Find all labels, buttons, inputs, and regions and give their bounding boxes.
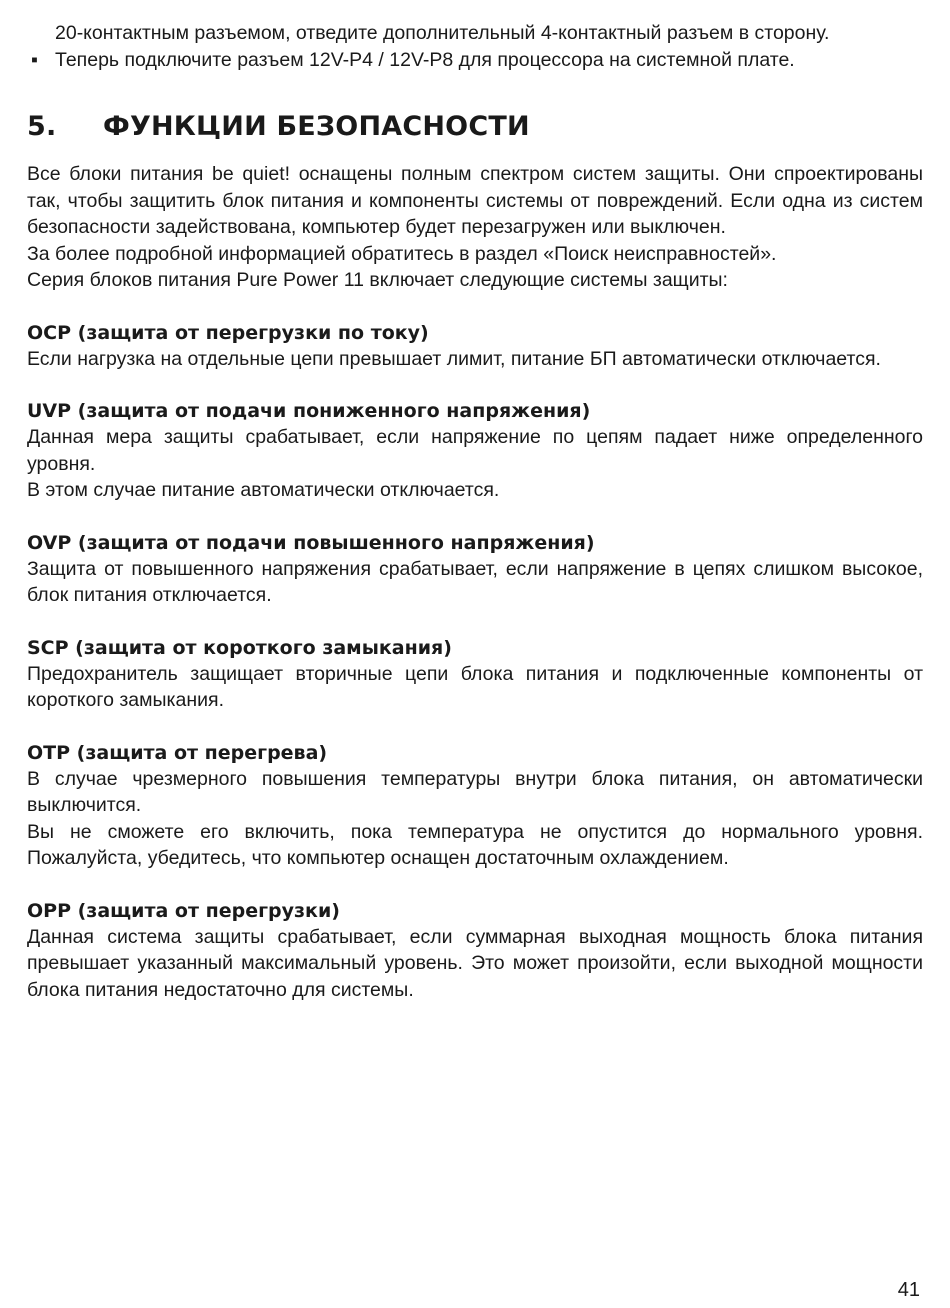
protection-heading: UVP (защита от подачи пониженного напряжения)	[27, 400, 591, 422]
protection-heading: OVP (защита от подачи повышенного напряжения)	[27, 531, 595, 554]
manual-page	[27, 20, 923, 1003]
section-intro	[27, 161, 923, 294]
protection-text: В этом случае питание автоматически отключается.	[27, 479, 500, 501]
page-number: 41	[897, 1279, 920, 1301]
protection-text: Данная система защиты срабатывает, если суммарная выходная мощность блока питания превышает указанный максимальный уровень. Это может произойти, если выходной мощности блока питания недостаточно для системы.	[27, 925, 923, 1001]
intro-paragraph: Все блоки питания be quiet! оснащены полным спектром систем защиты. Они спроектированы так, чтобы защитить блок питания и компоненты системы от повреждений. Если одна из систем безопасности задействована, компьютер будет перезагружен или выключен.	[27, 163, 923, 238]
intro-paragraph: За более подробной информацией обратитесь в раздел «Поиск неисправностей».	[27, 242, 777, 265]
protection-text: Вы не сможете его включить, пока температура не опустится до нормального уровня. Пожалуйста, убедитесь, что компьютер оснащен достаточным охлаждением.	[27, 820, 923, 869]
bullet-list-item	[27, 47, 923, 74]
protection-block-uvp	[27, 398, 923, 504]
protection-heading: SCP (защита от короткого замыкания)	[27, 636, 452, 659]
section-number: 5.	[27, 111, 57, 142]
protection-heading: OCP (защита от перегрузки по току)	[27, 321, 429, 344]
bullet-icon: ▪	[31, 48, 38, 71]
intro-paragraph: Серия блоков питания Pure Power 11 включает следующие системы защиты:	[27, 269, 728, 291]
protection-text: Защита от повышенного напряжения срабатывает, если напряжение в цепях слишком высокое, блок питания отключается.	[27, 557, 923, 606]
protection-block-ovp	[27, 530, 923, 609]
continuation-text: 20-контактным разъемом, отведите дополнительный 4-контактный разъем в сторону.	[55, 22, 830, 44]
protection-heading: OPP (защита от перегрузки)	[27, 899, 340, 922]
protection-text: Предохранитель защищает вторичные цепи блока питания и подключенные компоненты от короткого замыкания.	[27, 662, 923, 711]
protection-text: Если нагрузка на отдельные цепи превышает лимит, питание БП автоматически отключается.	[27, 347, 881, 370]
protection-block-scp	[27, 635, 923, 714]
protection-text: Данная мера защиты срабатывает, если напряжение по цепям падает ниже определенного уровня.	[27, 426, 923, 475]
protection-heading: OTP (защита от перегрева)	[27, 741, 328, 764]
protection-block-otp	[27, 740, 923, 872]
bullet-text: Теперь подключите разъем 12V-P4 / 12V-P8 для процессора на системной плате.	[55, 48, 795, 71]
section-title: ФУНКЦИИ БЕЗОПАСНОСТИ	[103, 111, 530, 142]
protection-block-ocp	[27, 320, 923, 373]
protection-text: В случае чрезмерного повышения температуры внутри блока питания, он автоматически выключится.	[27, 767, 923, 816]
section-heading	[27, 110, 923, 144]
protection-block-opp	[27, 898, 923, 1004]
